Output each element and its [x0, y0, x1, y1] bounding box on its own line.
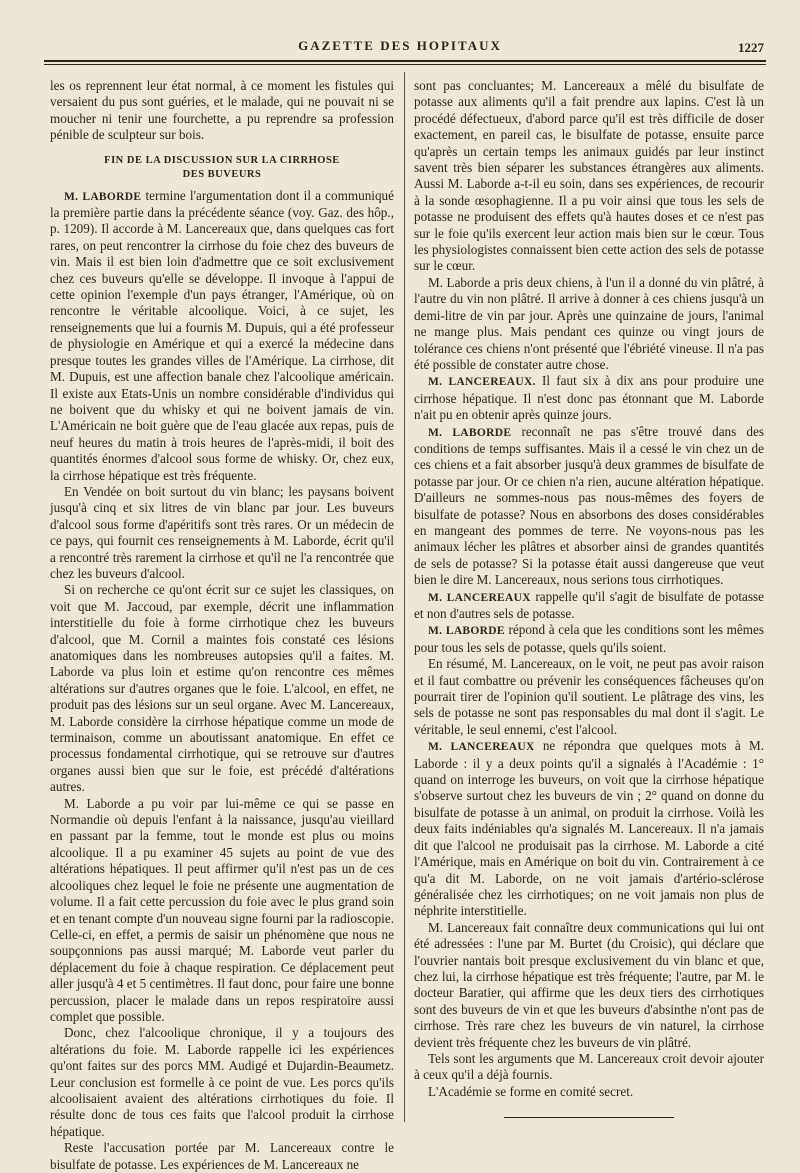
paragraph: Si on recherche ce qu'ont écrit sur ce sujet les classiques, on voit que M. Jaccoud, par exemple, décrit une inflammation interstitielle du foie à forme cirrhotique chez les buveurs d'alcool, que M. Cornil a maintes fois constaté ces lésions anatomiques dans les nombreuses autopsies qu'il a faites. M. Laborde va plus loin et estime qu'on rencontre ces mêmes altérations sur d'autres organes que le foie. L'alcool, en effet, ne produit pas des lésions sur un seul organe. Avec M. Lancereaux, M. Laborde considère la cirrhose hépatique comme un mode de terminaison, comme un aboutissant anatomique. En effet ce processus fondamental cirrhotique, qui se retrouve sur d'autres organes aussi bien que sur le foie, est précédé d'altérations autres. [50, 582, 394, 795]
speaker-name: M. LABORDE [428, 426, 512, 439]
paragraph: les os reprennent leur état normal, à ce moment les fistules qui versaient du pus sont guéries, et le malade, qui ne pouvait ni se moucher ni tenir une fourchette, a pu reprendre sa profession pénible de sculpteur sur bois. [50, 78, 394, 143]
speaker-name: M. LANCEREAUX [428, 591, 531, 604]
speaker-name: M. LABORDE [64, 190, 142, 203]
end-ornament [414, 1106, 764, 1122]
header-rule-thin [44, 64, 766, 65]
section-heading-line: DES BUVEURS [182, 168, 262, 180]
paragraph [50, 188, 394, 484]
paragraph-text: Il faut six à dix ans pour produire une cirrhose hépatique. Il n'est donc pas étonnant que M. Laborde n'ait pu en obtenir après quinze jours. [414, 373, 764, 423]
column-divider [404, 72, 405, 1122]
paragraph-text: ne répondra que quelques mots à M. Laborde : il y a deux points qu'il a signalés à l'Académie : 1° quand on interroge les buveurs, on voit que la cirrhose hépatique s'observe surtout chez les buveurs de vin ; 2° quand on donne du bisulfate de potasse à un animal, on produit la cirrhose. Voilà les deux faits indéniables qu'a signalés M. Lancereaux. Il n'a jamais dit que l'alcool ne produisait pas la cirrhose. M. Laborde a cité l'Amérique, mais en Amérique on boit du vin. Contrairement à ce qu'a dit M. Laborde, on ne voit jamais d'artério-sclérose généralisée chez les cirrhotiques; on ne voit jamais non plus de néphrite interstitielle. [414, 738, 764, 919]
page-header-title: GAZETTE DES HOPITAUX [298, 38, 502, 53]
paragraph-text: termine l'argumentation dont il a communiqué la première partie dans la précédente séance (voy. Gaz. des hôp., p. 1209). Il accorde à M. Lancereaux que, dans quelques cas fort rares, on peut rencontrer la cirrhose du foie chez des buveurs de vin. Mais il est bien loin d'admettre que ce soit exclusivement chez ces buveurs qu'elle se développe. Il invoque à l'appui de cette opinion l'exemple d'un pays étranger, l'Amérique, où on rencontre le véritable alcoolique. Voici, à ce sujet, les renseignements que lui a fournis M. Dupuis, qui a été professeur de physiologie en Amérique et qui a exercé la médecine dans presque toutes les grandes villes de l'Amérique. La cirrhose, dit M. Dupuis, est une affection banale chez l'alcoolique américain. Il existe aux Etats-Unis un nombre considérable d'individus qui ne boivent que du whisky et qui ne boivent jamais de vin. L'Américain ne boit guère que de l'eau glacée aux repas, puis de neuf heures du matin à trois heures de l'après-midi, il boit des quantités énormes d'alcool sous forme de whisky. Or, chez eux, la cirrhose hépatique est très fréquente. [50, 187, 394, 483]
section-heading [50, 154, 394, 182]
speaker-name: M. LANCEREAUX. [428, 376, 536, 389]
paragraph: Reste l'accusation portée par M. Lancereaux contre le bisulfate de potasse. Les expériences de M. Lancereaux ne [50, 1140, 394, 1172]
paragraph [414, 589, 764, 623]
paragraph [414, 738, 764, 919]
paragraph [414, 622, 764, 656]
paragraph: En résumé, M. Lancereaux, on le voit, ne peut pas avoir raison et il faut combattre ou prévenir les conséquences fâcheuses qu'on pourrait tirer de l'opinion qu'il soutient. Le plâtrage des vins, les sels de potasse ne sont pas responsables du mal dont il s'agit. Le véritable, le seul ennemi, c'est l'alcool. [414, 656, 764, 737]
paragraph [414, 424, 764, 589]
page-number: 1227 [738, 40, 764, 55]
paragraph-text: rappelle qu'il s'agit de bisulfate de potasse et non d'autres sels de potasse. [414, 588, 764, 621]
paragraph-text: reconnaît ne pas s'être trouvé dans des conditions de temps suffisantes. Mais il a cessé le vin chez un de ces chiens et a fait absorber jusqu'à deux grammes de bisulfate de potasse par jour. Or ce chien n'a rien, aucune altération hépatique. D'ailleurs ne sommes-nous pas nous-mêmes des foyers de bisulfate de potasse? Nous en absorbons des doses considérables en mangeant des pommes de terre. Ne voyons-nous pas les animaux lécher les plâtres et absorber ainsi de grandes quantités de sels de potasse? Si la potasse était aussi dangereuse que veut bien le dire M. Lancereaux, nous serions tous cirrhotiques. [414, 423, 764, 588]
speaker-name: M. LANCEREAUX [428, 741, 535, 754]
section-heading-line: FIN DE LA DISCUSSION SUR LA CIRRHOSE [104, 154, 340, 166]
paragraph-text: répond à cela que les conditions sont les mêmes pour tous les sels de potasse, quels qu'ils soient. [414, 622, 764, 655]
paragraph: M. Lancereaux fait connaître deux communications qui lui ont été adressées : l'une par M. Burtet (du Croisic), qui déclare que l'ouvrier nantais boit presque exclusivement du vin blanc et que, chez lui, la cirrhose hépatique est très fréquente; l'autre, par M. le docteur Baratier, qui affirme que les deux tiers des cirrhotiques sont des buveurs de vin et que les buveurs d'absinthe n'ont pas de cirrhose. Très rare chez les buveurs de vin naturel, la cirrhose devient très fréquente chez les buveurs de vin plâtré. [414, 919, 764, 1050]
paragraph: En Vendée on boit surtout du vin blanc; les paysans boivent jusqu'à cinq et six litres de vin blanc par jour. Les buveurs d'alcool sous forme d'apéritifs sont très rares. Or un médecin de ce pays, qui fournit ces renseignements à M. Laborde, écrit qu'il a rencontré très rarement la cirrhose et qu'il ne l'a rencontrée que chez les buveurs d'alcool. [50, 483, 394, 581]
paragraph: Donc, chez l'alcoolique chronique, il y a toujours des altérations du foie. M. Laborde rappelle ici les expériences qu'ont faites sur des porcs MM. Audigé et Dujardin-Beaumetz. Leur conclusion est formelle à ce point de vue. Les porcs qu'ils alcoolisaient avaient des altérations cirrhotiques du foie. Il résulte donc de tous ces faits que l'alcool produit la cirrhose hépatique. [50, 1025, 394, 1139]
paragraph: Tels sont les arguments que M. Lancereaux croit devoir ajouter à ceux qu'il a déjà fournis. [414, 1050, 764, 1083]
paragraph: M. Laborde a pris deux chiens, à l'un il a donné du vin plâtré, à l'autre du vin non plâtré. Il arrive à donner à ces chiens jusqu'à un demi-litre de vin par jour. Après une quinzaine de jours, l'animal ne mange plus. Mais pendant ces quinze ou vingt jours de tolérance ces chiens n'ont présenté que l'ébriété vineuse. Il n'a pas été possible de constater autre chose. [414, 274, 764, 372]
left-column [50, 78, 394, 1173]
paragraph [414, 373, 764, 423]
ornament-rule [504, 1117, 674, 1118]
right-column [414, 78, 764, 1123]
header-rule-thick [44, 60, 766, 62]
speaker-name: M. LABORDE [428, 625, 505, 638]
paragraph: L'Académie se forme en comité secret. [428, 1083, 634, 1099]
paragraph: sont pas concluantes; M. Lancereaux a mêlé du bisulfate de potasse aux aliments qu'il a fait prendre aux lapins. C'est là un procédé défectueux, d'abord parce qu'il est très difficile de doser exactement, en pareil cas, le bisulfate de potasse, ensuite parce qu'après un certain temps les animaux guidés par leur instinct savent très bien séparer les substances étrangères aux aliments. Aussi M. Laborde a-t-il eu soin, dans ses expériences, de recourir à la sonde œsophagienne. Il a pu voir ainsi que tous les sels de potasse ne produisent des effets qu'à hautes doses et ce n'est pas sur le foie qu'ils exercent leur action mais bien sur le cœur. Tous les physiologistes connaissent bien cette action des sels de potasse sur le cœur. [414, 78, 764, 274]
paragraph: M. Laborde a pu voir par lui-même ce qui se passe en Normandie où depuis l'enfant à la naissance, jusqu'au vieillard en passant par la femme, tout le monde est plus ou moins alcoolique. Il a pu examiner 45 sujets au point de vue des altérations hépatiques. Il peut affirmer qu'il n'est pas un de ces alcooliques chez lequel le foie ne présente une augmentation de volume. Il a fait cette percussion du foie avec le plus grand soin et en tenant compte d'un nouveau signe fourni par la radioscopie. Celle-ci, en effet, a permis de saisir un phénomène que nous ne soupçonnions pas aussi marqué; M. Laborde veut parler du déplacement du foie à chaque respiration. Ce déplacement peut aller jusqu'à 4 et 5 centimètres. Il faut donc, pour faire une bonne percussion, placer le malade dans un repos respiratoire aussi complet que possible. [50, 795, 394, 1024]
